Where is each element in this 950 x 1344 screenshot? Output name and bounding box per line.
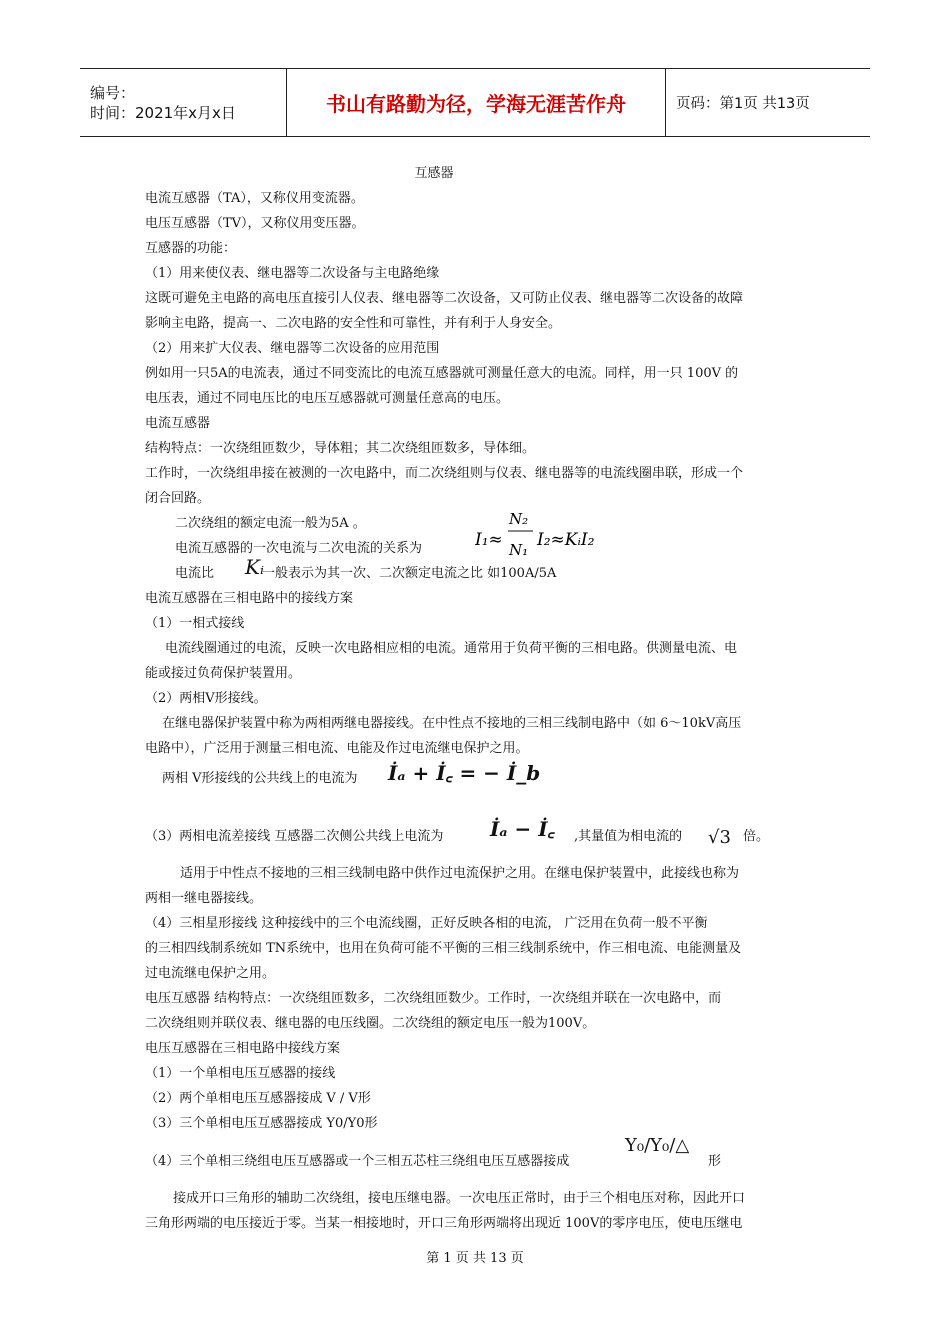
text-line: 两相 V形接线的公共线上的电流为 [162,771,358,786]
text-line: （2）两相V形接线。 [145,691,267,706]
text-line: 在继电器保护装置中称为两相两继电器接线。在中性点不接地的三相三线制电路中（如 6～10kV高压 [162,716,742,731]
document-number: 编号： [90,83,136,102]
ki-symbol: Kᵢ [245,555,264,579]
text-line: 二次绕组的额定电流一般为5A 。 [175,516,366,531]
text-line: （4）三相星形接线 这种接线中的三个电流线圈，正好反映各相的电流， 广泛用在负荷一般不平衡 [145,916,708,931]
page-header [80,68,870,137]
text-line: 一般表示为其一次、二次额定电流之比 如100A/5A [262,566,557,581]
text-line: 例如用一只5A的电流表，通过不同变流比的电流互感器就可测量任意大的电流。同样，用一只 100V 的 [145,366,739,381]
text-line: 电流线圈通过的电流，反映一次电路相应相的电流。通常用于负荷平衡的三相电路。供测量电流、电 [165,641,738,656]
sqrt3-symbol: √3 [708,827,731,848]
text-line: 工作时，一次绕组串接在被测的一次电路中，而二次绕组则与仪表、继电器等的电流线圈串联，形成一个 [145,466,744,481]
text-line: （3）三个单相电压互感器接成 Y0/Y0形 [145,1116,378,1131]
document-title: 互感器 [414,166,454,181]
text-line: 电流比 [175,566,215,581]
text-line: 电流互感器 [145,416,211,431]
text-line: 结构特点：一次绕组匝数少，导体粗；其二次绕组匝数多，导体细。 [145,441,536,456]
current-ratio-formula [475,507,625,562]
text-line: （1）一个单相电压互感器的接线 [145,1066,336,1081]
text-line: 这既可避免主电路的高电压直接引人仪表、继电器等二次设备，又可防止仪表、继电器等二次设备的故障 [145,291,744,306]
formula-i1: I₁≈ [475,530,503,550]
text-line: ,其量值为相电流的 [574,829,683,844]
text-line: 电压互感器 结构特点：一次绕组匝数多，二次绕组匝数少。工作时，一次绕组并联在一次电路中，而 [145,991,722,1006]
text-line: 过电流继电保护之用。 [145,966,276,981]
text-line: （2）两个单相电压互感器接成 V / V形 [145,1091,371,1106]
text-line: 两相一继电器接线。 [145,891,263,906]
text-line: 电流互感器的一次电流与二次电流的关系为 [175,541,423,556]
header-motto: 书山有路勤为径，学海无涯苦作舟 [287,69,666,136]
text-line: 接成开口三角形的辅助二次绕组，接电压继电器。一次电压正常时，由于三个相电压对称，因此开口 [173,1191,746,1206]
text-line: 电压表，通过不同电压比的电压互感器就可测量任意高的电压。 [145,391,510,406]
formula-n1: N₁ [509,541,529,559]
text-line: 的三相四线制系统如 TN系统中，也用在负荷可能不平衡的三相三线制系统中，作三相电流、电能测量及 [145,941,742,956]
v-sum-formula: İₐ + İ꜀ = − İ_b [388,761,541,785]
text-line: 电流互感器（TA），又称仪用变流器。 [145,191,364,206]
text-line: 电压互感器在三相电路中接线方案 [145,1041,341,1056]
header-meta [80,69,287,136]
text-line: （1）一相式接线 [145,616,245,631]
document-date: 时间：2021年x月x日 [90,103,236,122]
text-line: （4）三个单相三绕组电压互感器或一个三相五芯柱三绕组电压互感器接成 [145,1154,570,1169]
page-footer: 第 1 页 共 13 页 [426,1251,524,1266]
text-line: 电流互感器在三相电路中的接线方案 [145,591,354,606]
text-line: 二次绕组则并联仪表、继电器的电压线圈。二次绕组的额定电压一般为100V。 [145,1016,596,1031]
text-line: 三角形两端的电压接近于零。当某一相接地时，开口三角形两端将出现近 100V的零序电压，使电压继电 [145,1216,743,1231]
formula-n2: N₂ [509,510,529,528]
text-line: （1）用来使仪表、继电器等二次设备与主电路绝缘 [145,266,440,281]
text-line: （2）用来扩大仪表、继电器等二次设备的应用范围 [145,341,440,356]
text-line: 适用于中性点不接地的三相三线制电路中供作过电流保护之用。在继电保护装置中，此接线也称为 [180,866,740,881]
header-page-number: 页码：第1页 共13页 [676,96,810,112]
text-line: 形 [708,1154,722,1169]
text-line: 互感器的功能： [145,241,237,256]
text-line: 影响主电路，提高一、二次电路的安全性和可靠性，并有利于人身安全。 [145,316,562,331]
text-line: 能或接过负荷保护装置用。 [145,666,302,681]
text-line: 倍。 [743,829,770,844]
formula-i2-rest: I₂≈KᵢI₂ [537,530,595,550]
text-line: 闭合回路。 [145,491,211,506]
diff-formula: İₐ − İ꜀ [490,817,555,841]
y0y0-delta-symbol: Y₀/Y₀/△ [625,1135,690,1156]
text-line: 电路中），广泛用于测量三相电流、电能及作过电流继电保护之用。 [145,741,529,756]
text-line: 电压互感器（TV），又称仪用变压器。 [145,216,365,231]
text-line: （3）两相电流差接线 互感器二次侧公共线上电流为 [145,829,444,844]
